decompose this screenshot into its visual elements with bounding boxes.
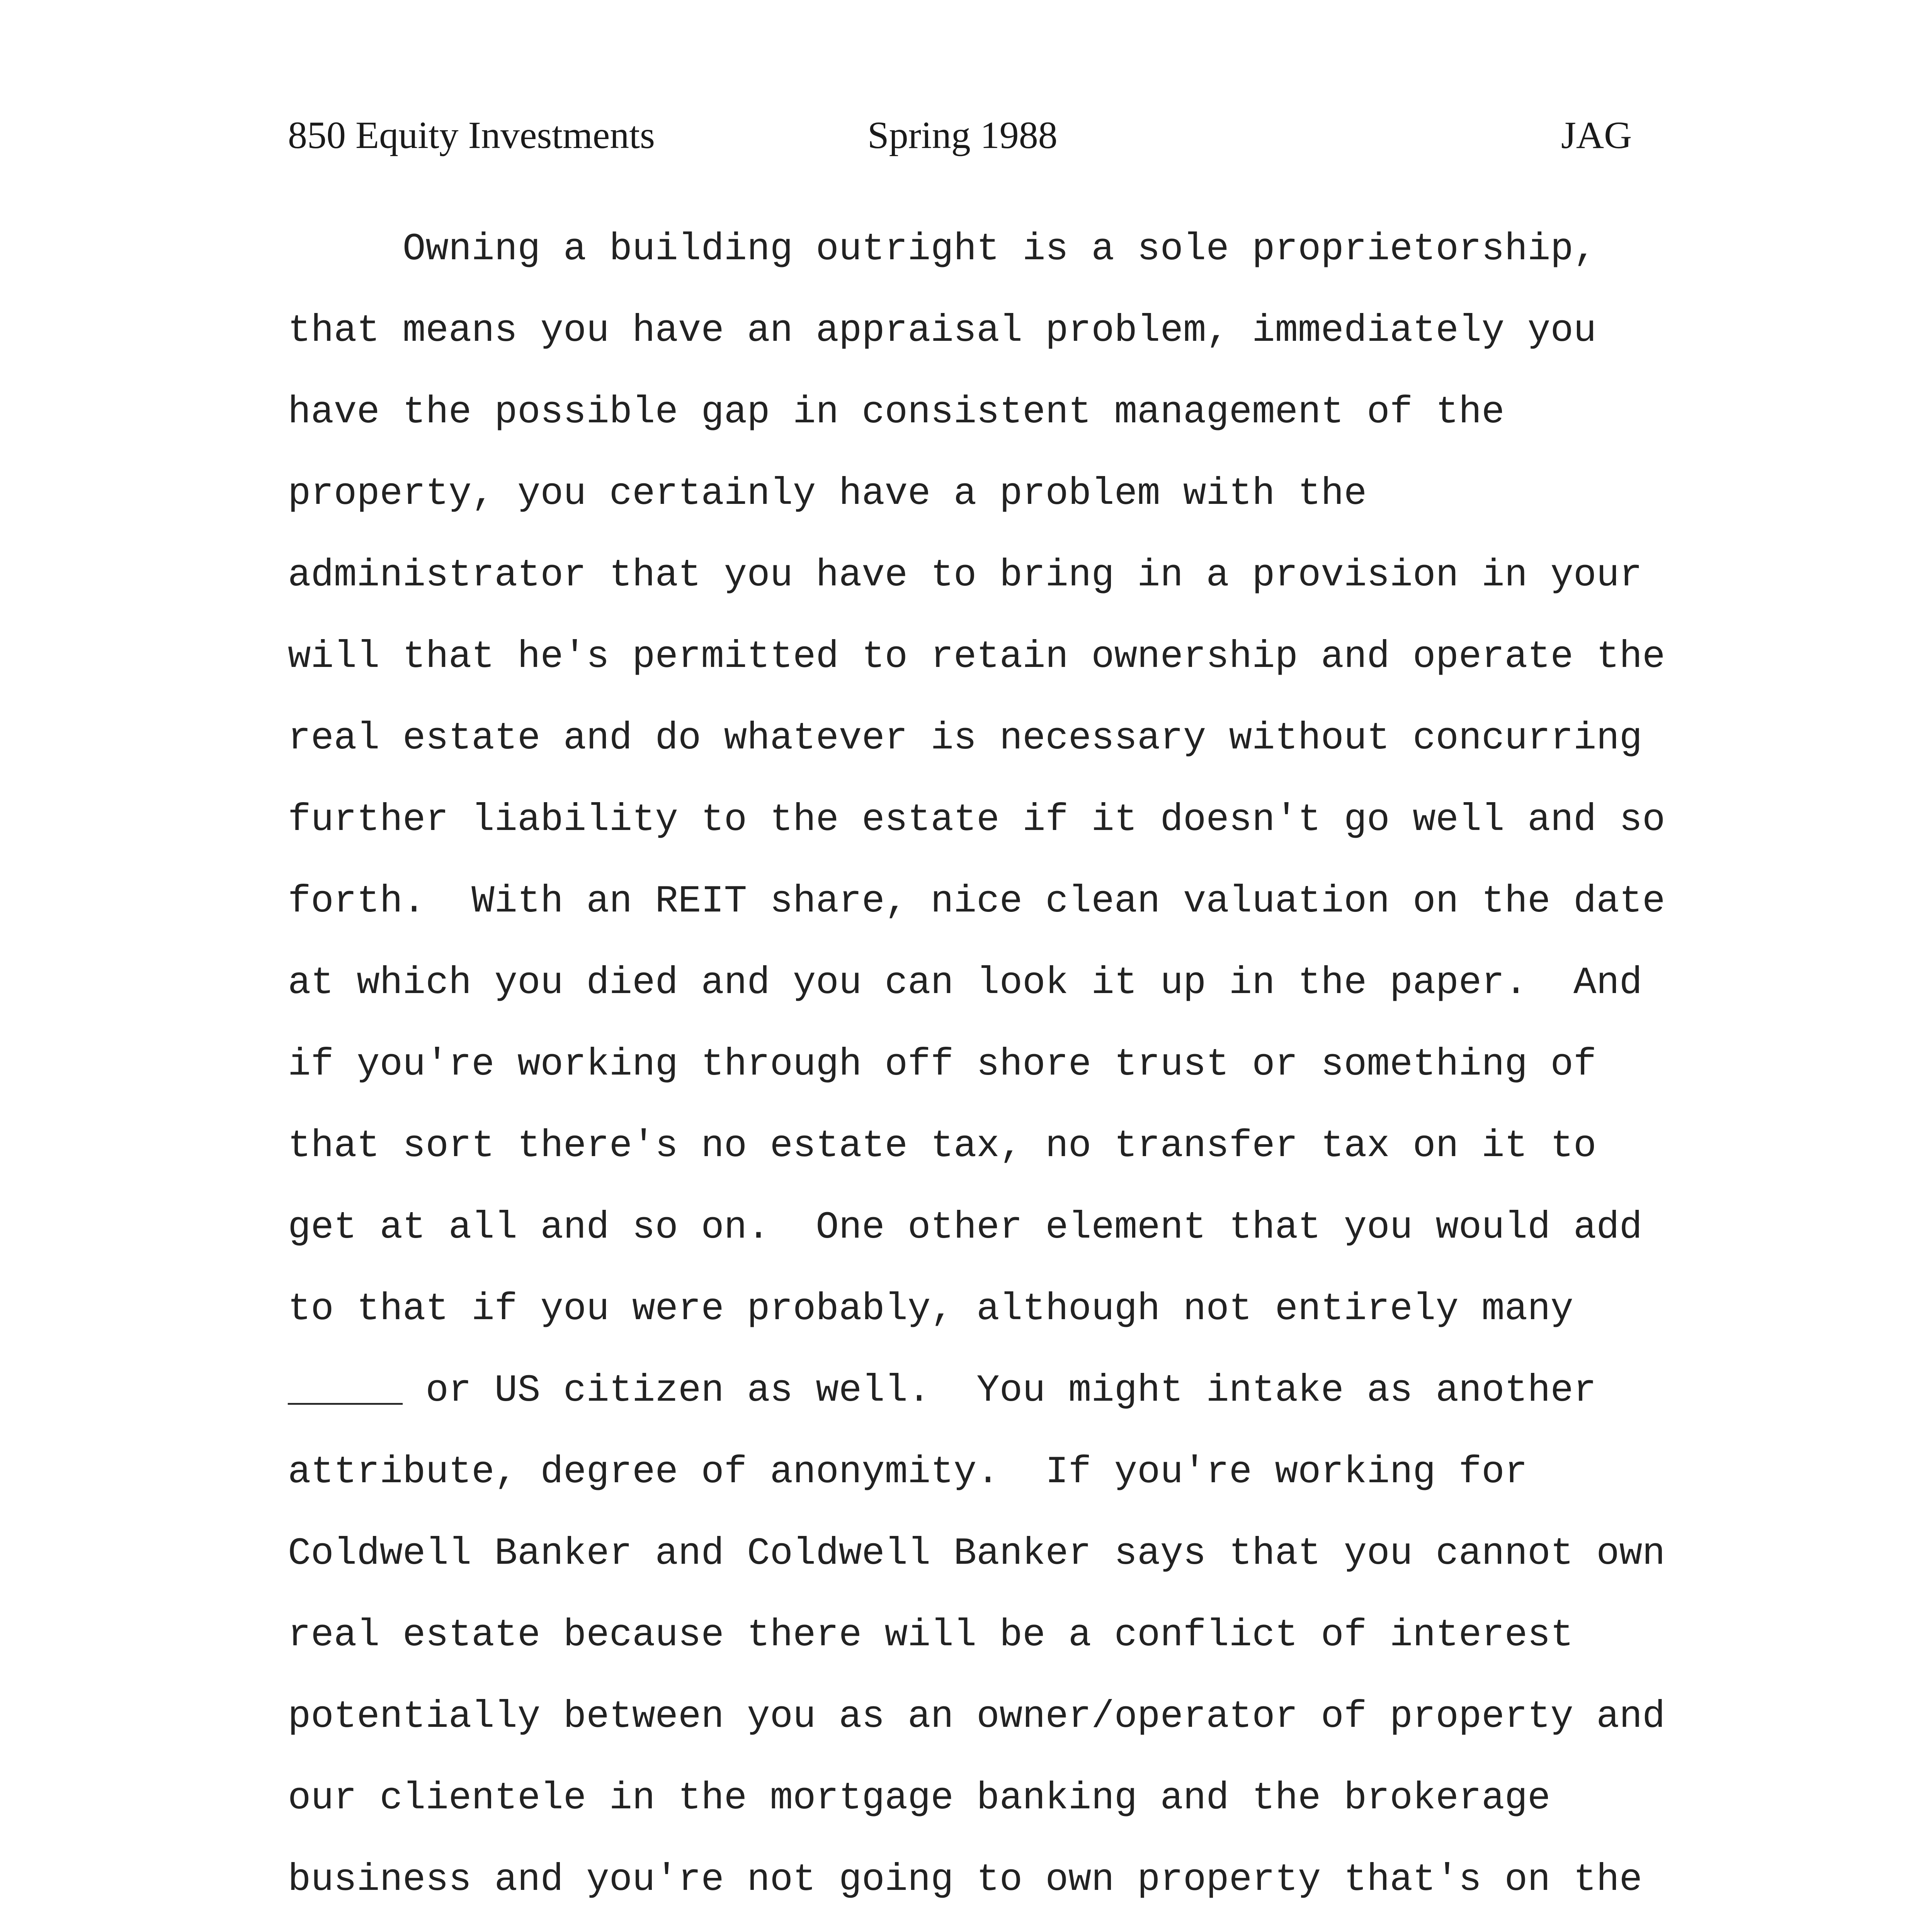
text-line: _____ or US citizen as well. You might intake as another [288,1369,1597,1412]
header-course-title: 850 Equity Investments [288,114,655,156]
text-line: at which you died and you can look it up in the paper. And [288,961,1643,1005]
text-line: real estate and do whatever is necessary without concurring [288,717,1643,760]
text-line: if you're working through off shore trust or something of [288,1043,1597,1086]
text-line: Coldwell Banker and Coldwell Banker says that you cannot own [288,1532,1665,1575]
text-line: Owning a building outright is a sole proprietorship, [288,228,1597,271]
text-line: to that if you were probably, although not entirely many [288,1287,1573,1331]
text-line: will that he's permitted to retain ownership and operate the [288,635,1665,679]
text-line: real estate because there will be a conflict of interest [288,1614,1573,1657]
text-line: have the possible gap in consistent management of the [288,391,1505,434]
text-line: forth. With an REIT share, nice clean valuation on the date [288,880,1665,923]
text-line: get at all and so on. One other element that you would add [288,1206,1643,1249]
text-line: further liability to the estate if it doesn't go well and so [288,798,1665,842]
text-line: potentially between you as an owner/operator of property and [288,1695,1665,1738]
text-line: administrator that you have to bring in a provision in your [288,554,1643,597]
text-line: business and you're not going to own property that's on the [288,1858,1643,1901]
transcript-body [288,226,1718,1932]
text-line: our clientele in the mortgage banking and the brokerage [288,1777,1551,1820]
text-line: property, you certainly have a problem with the [288,472,1367,515]
header-initials: JAG [1561,114,1632,156]
header-term: Spring 1988 [867,114,1058,156]
text-line: attribute, degree of anonymity. If you're working for [288,1451,1528,1494]
text-line: that means you have an appraisal problem, immediately you [288,309,1597,352]
text-line: that sort there's no estate tax, no transfer tax on it to [288,1124,1597,1168]
